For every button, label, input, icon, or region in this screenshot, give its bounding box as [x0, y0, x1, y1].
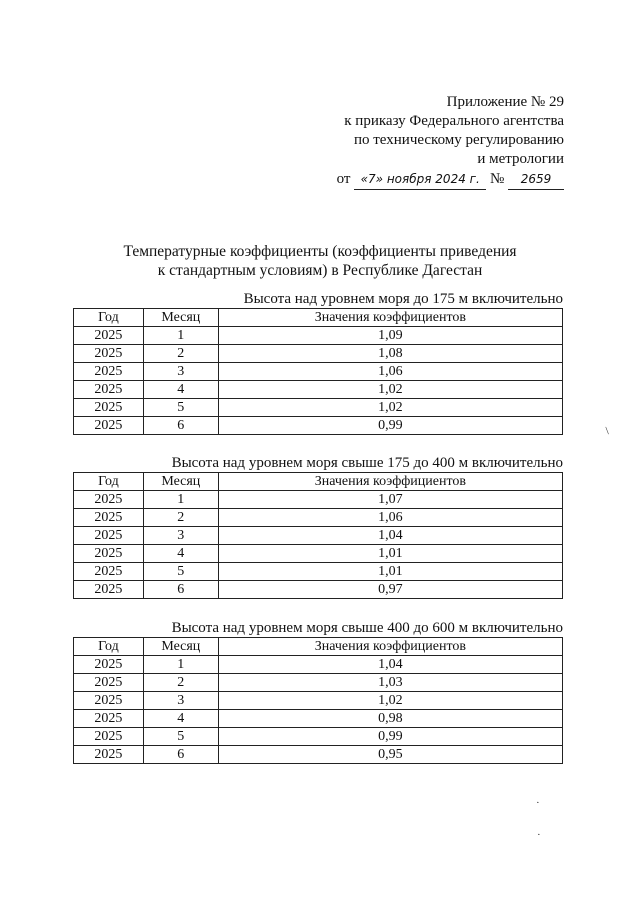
cell-value: 0,95: [218, 746, 562, 764]
table-row: [74, 545, 563, 563]
section-heading: Высота над уровнем моря до 175 м включительно: [243, 291, 563, 307]
appendix-line: по техническому регулированию: [353, 132, 564, 148]
cell-value: 1,02: [218, 692, 562, 710]
coefficients-table: [73, 308, 563, 435]
cell-value: 0,97: [218, 581, 562, 599]
cell-year: 2025: [74, 491, 144, 509]
section-heading: Высота над уровнем моря свыше 175 до 400 м включительно: [171, 455, 563, 471]
number-label: №: [489, 171, 505, 187]
table-row: [74, 674, 563, 692]
handwritten-order-number: 2659: [508, 170, 564, 190]
cell-year: 2025: [74, 581, 144, 599]
table-row: [74, 527, 563, 545]
col-header-value: Значения коэффициентов: [218, 473, 562, 491]
cell-month: 4: [143, 710, 218, 728]
cell-year: 2025: [74, 545, 144, 563]
cell-value: 1,01: [218, 563, 562, 581]
cell-value: 0,98: [218, 710, 562, 728]
cell-month: 6: [143, 746, 218, 764]
altitude-section-1: [73, 290, 563, 435]
table-row: [74, 728, 563, 746]
scan-mark: /: [602, 425, 613, 437]
cell-year: 2025: [74, 509, 144, 527]
table-row: [74, 417, 563, 435]
cell-year: 2025: [74, 327, 144, 345]
coefficients-table: [73, 472, 563, 599]
cell-year: 2025: [74, 710, 144, 728]
col-header-month: Месяц: [143, 638, 218, 656]
appendix-block: [337, 93, 564, 190]
col-header-value: Значения коэффициентов: [218, 309, 562, 327]
cell-value: 1,06: [218, 363, 562, 381]
table-row: [74, 692, 563, 710]
coefficients-table: [73, 637, 563, 764]
cell-year: 2025: [74, 381, 144, 399]
cell-month: 5: [143, 399, 218, 417]
cell-year: 2025: [74, 656, 144, 674]
cell-month: 4: [143, 381, 218, 399]
cell-month: 3: [143, 527, 218, 545]
table-row: [74, 509, 563, 527]
cell-year: 2025: [74, 692, 144, 710]
table-row: [74, 381, 563, 399]
col-header-year: Год: [74, 473, 144, 491]
cell-year: 2025: [74, 417, 144, 435]
table-header-row: [74, 638, 563, 656]
col-header-year: Год: [74, 309, 144, 327]
section-heading: Высота над уровнем моря свыше 400 до 600 м включительно: [171, 620, 563, 636]
handwritten-date: «7» ноября 2024 г.: [354, 170, 486, 190]
cell-value: 0,99: [218, 417, 562, 435]
table-header-row: [74, 309, 563, 327]
cell-value: 1,02: [218, 381, 562, 399]
cell-month: 5: [143, 563, 218, 581]
cell-value: 1,03: [218, 674, 562, 692]
cell-month: 1: [143, 491, 218, 509]
table-row: [74, 710, 563, 728]
cell-value: 1,02: [218, 399, 562, 417]
cell-month: 3: [143, 692, 218, 710]
cell-month: 5: [143, 728, 218, 746]
table-row: [74, 563, 563, 581]
cell-month: 6: [143, 417, 218, 435]
cell-month: 6: [143, 581, 218, 599]
cell-year: 2025: [74, 728, 144, 746]
cell-month: 1: [143, 656, 218, 674]
cell-value: 1,04: [218, 527, 562, 545]
appendix-line: и метрологии: [477, 151, 564, 167]
cell-value: 0,99: [218, 728, 562, 746]
cell-value: 1,09: [218, 327, 562, 345]
scan-mark: ·: [536, 797, 540, 809]
cell-value: 1,04: [218, 656, 562, 674]
from-label: от: [336, 171, 351, 187]
title-line-2: к стандартным условиям) в Республике Дагестан: [157, 262, 483, 279]
altitude-section-3: [73, 619, 563, 764]
cell-month: 2: [143, 509, 218, 527]
cell-year: 2025: [74, 345, 144, 363]
order-date-number-line: [337, 170, 564, 190]
cell-month: 3: [143, 363, 218, 381]
cell-value: 1,07: [218, 491, 562, 509]
table-row: [74, 491, 563, 509]
altitude-section-2: [73, 454, 563, 599]
table-row: [74, 345, 563, 363]
cell-year: 2025: [74, 746, 144, 764]
table-row: [74, 399, 563, 417]
cell-month: 2: [143, 345, 218, 363]
cell-value: 1,01: [218, 545, 562, 563]
table-header-row: [74, 473, 563, 491]
title-line-1: Температурные коэффициенты (коэффициенты приведения: [123, 243, 517, 260]
cell-year: 2025: [74, 527, 144, 545]
col-header-value: Значения коэффициентов: [218, 638, 562, 656]
table-row: [74, 327, 563, 345]
table-row: [74, 656, 563, 674]
cell-value: 1,06: [218, 509, 562, 527]
cell-year: 2025: [74, 674, 144, 692]
table-row: [74, 746, 563, 764]
table-row: [74, 363, 563, 381]
document-title: [60, 242, 580, 280]
table-row: [74, 581, 563, 599]
cell-value: 1,08: [218, 345, 562, 363]
appendix-line: Приложение № 29: [446, 94, 564, 110]
cell-year: 2025: [74, 563, 144, 581]
cell-year: 2025: [74, 363, 144, 381]
cell-month: 2: [143, 674, 218, 692]
col-header-year: Год: [74, 638, 144, 656]
col-header-month: Месяц: [143, 309, 218, 327]
col-header-month: Месяц: [143, 473, 218, 491]
cell-month: 1: [143, 327, 218, 345]
cell-year: 2025: [74, 399, 144, 417]
scan-mark: ·: [537, 829, 541, 841]
cell-month: 4: [143, 545, 218, 563]
appendix-line: к приказу Федерального агентства: [344, 113, 564, 129]
